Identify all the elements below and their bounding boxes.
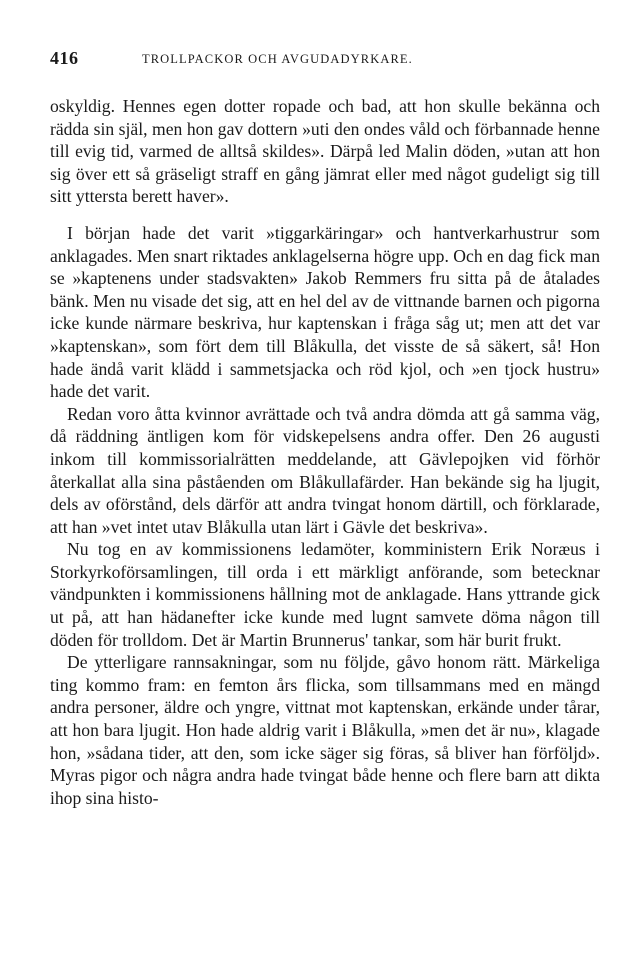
page <box>50 48 600 809</box>
running-title: TROLLPACKOR OCH AVGUDADYRKARE. <box>142 52 413 66</box>
paragraph-4: Nu tog en av kommissionens ledamöter, komministern Erik Noræus i Storkyrkoförsamlingen, till orda i ett märkligt anförande, som betecknar vändpunkten i kommissionens hållning mot de anklagade. Hans yttrande gick ut på, att han hädanefter icke kunde med lugnt samvete döma någon till döden för trolldom. Det är Martin Brunnerus' tankar, som här burit frukt. <box>50 539 600 650</box>
paragraph-5: De ytterligare rannsakningar, som nu följde, gåvo honom rätt. Märkeliga ting kommo fram: en femton års flicka, som tillsammans med en mängd andra personer, äldre och yngre, vittnat mot kaptenskan, erkände under tårar, att hon bara ljugit. Hon hade aldrig varit i Blåkulla, »men det är nu», klagade hon, »sådana tider, att den, som icke säger sig föras, så bliver han förföljd». Myras pigor och några andra hade tvingat både henne och flere barn att dikta ihop sina histo- <box>50 652 600 808</box>
paragraph-2: I början hade det varit »tiggarkäringar» och hantverkarhustrur som anklagades. Men snart riktades anklagelserna högre upp. Och en dag fick man se »kaptenens under stadsvakten» Jakob Remmers fru sitta på de åtalades bänk. Men nu visade det sig, att en hel del av de vittnande barnen och pigorna icke kunde närmare beskriva, hur kaptenskan i fråga såg ut; men att det var »kaptenskan», som fört dem till Blåkulla, det visste de så säkert, så! Hon hade ändå varit klädd i sammetsjacka och röd kjol, och »en tjock hustru» hade det varit. <box>50 222 600 402</box>
page-number: 416 <box>50 48 79 68</box>
paragraph-3: Redan voro åtta kvinnor avrättade och två andra dömda att gå samma väg, då räddning äntligen kom för vidskepelsens andra offer. Den 26 augusti inkom till kommissorialrätten meddelande, att Gävlepojken vid förhör återkallat alla sina påståenden om Blåkullafärder. Han bekände sig ha ljugit, dels av oförstånd, dels därför att andra tvingat honom därtill, och förklarade, att han »vet intet utav Blåkulla utan lärt i Gävle det beskriva». <box>50 403 600 537</box>
paragraph-1: oskyldig. Hennes egen dotter ropade och bad, att hon skulle bekänna och rädda sin själ, men hon gav dottern »uti den ondes våld och förbannade henne till evig tid, varmed de alltså skildes». Därpå led Malin döden, »utan att hon sig över ett så gräseligt straff en gång jämrat eller med något gudeligt sig till sitt yttersta berett haver». <box>50 96 600 207</box>
running-head <box>50 48 600 74</box>
body-text <box>50 95 600 809</box>
